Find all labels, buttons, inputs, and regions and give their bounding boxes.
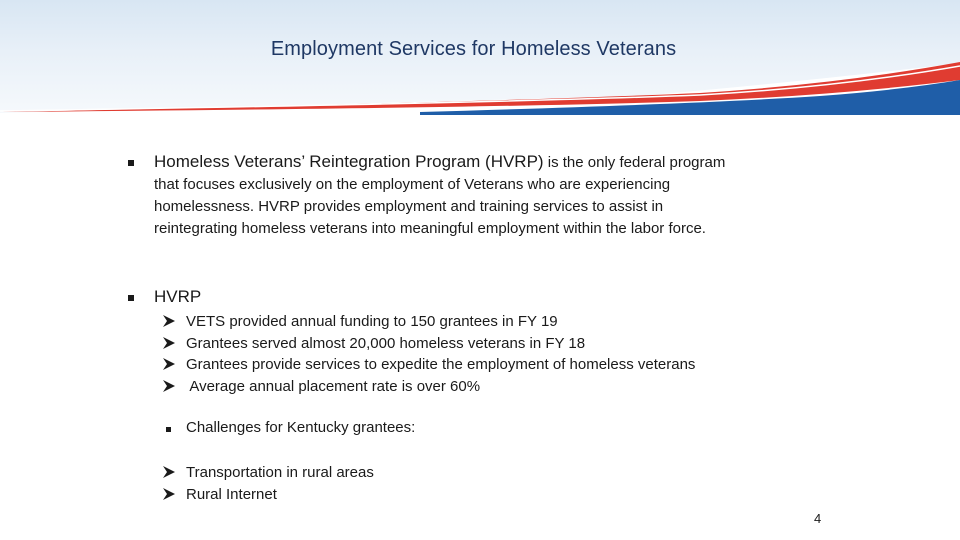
list-item: VETS provided annual funding to 150 grantees in FY 19 — [162, 311, 695, 333]
square-bullet-icon — [128, 160, 134, 166]
list-item: Grantees served almost 20,000 homeless veterans in FY 18 — [162, 333, 695, 355]
arrow-bullet-icon — [162, 357, 176, 371]
program-name: Homeless Veterans’ Reintegration Program (HVRP) — [154, 152, 544, 171]
square-bullet-icon — [166, 427, 171, 432]
arrow-bullet-icon — [162, 314, 176, 328]
arrow-bullet-icon — [162, 336, 176, 350]
hvrp-bullet — [130, 286, 201, 308]
hvrp-heading: HVRP — [154, 287, 202, 306]
list-item: Rural Internet — [162, 484, 374, 506]
challenges-label-bullet — [166, 419, 415, 436]
description-line-2: that focuses exclusively on the employment of Veterans who are experiencing — [154, 176, 671, 193]
list-item: Average annual placement rate is over 60% — [162, 376, 695, 398]
slide-title: Employment Services for Homeless Veterans — [270, 38, 677, 60]
hvrp-facts-list — [162, 311, 695, 397]
list-item: Transportation in rural areas — [162, 462, 374, 484]
page-number: 4 — [814, 511, 822, 526]
square-bullet-icon — [128, 295, 134, 301]
challenges-list — [162, 462, 374, 505]
list-item: Grantees provide services to expedite the employment of homeless veterans — [162, 354, 695, 376]
challenges-label: Challenges for Kentucky grantees: — [186, 419, 416, 436]
description-line-3: homelessness. HVRP provides employment and training services to assist in — [154, 198, 664, 215]
arrow-bullet-icon — [162, 487, 176, 501]
description-line-1: is the only federal program — [543, 154, 726, 171]
arrow-bullet-icon — [162, 379, 176, 393]
arrow-bullet-icon — [162, 465, 176, 479]
description-line-4: reintegrating homeless veterans into meaningful employment within the labor force. — [154, 220, 706, 237]
hvrp-description-bullet — [130, 151, 790, 240]
slide-header — [0, 0, 960, 115]
